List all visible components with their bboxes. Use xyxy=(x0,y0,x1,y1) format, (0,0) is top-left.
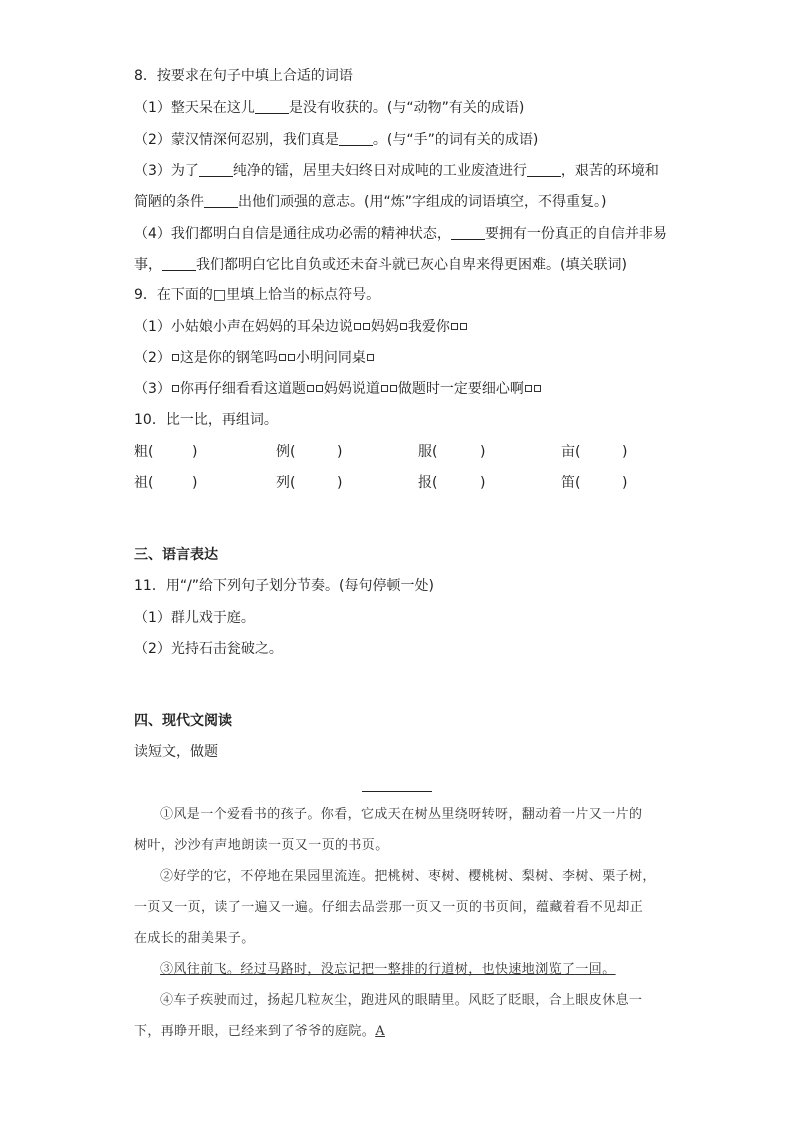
q8-item-3-text-d: 简陋的条件 xyxy=(134,194,204,210)
q8-item-4-text-d: 我们都明白它比自负或还未奋斗就已灰心自卑来得更困难。(填关联词) xyxy=(196,257,627,273)
char-cell xyxy=(418,443,437,461)
passage-title-blank[interactable] xyxy=(362,791,432,792)
punctuation-box[interactable] xyxy=(307,385,314,392)
q8-item-4 xyxy=(134,224,667,243)
char-label: 报( xyxy=(418,475,438,491)
char-cell xyxy=(561,474,580,492)
char-label: 服( xyxy=(418,444,438,460)
char-label: 粗( xyxy=(134,444,154,460)
q8-item-2-text-b: 。(与“手”的词有关的成语) xyxy=(372,132,539,148)
q9-item-1 xyxy=(134,318,468,336)
paren-close: ) xyxy=(622,444,628,460)
passage-p4-line1: ④车子疾驶而过，扬起几粒灰尘，跑进风的眼睛里。风眨了眨眼，合上眼皮休息一 xyxy=(160,993,643,1008)
punctuation-box[interactable] xyxy=(354,323,361,330)
q11-item-2: （2）光持石击瓮破之。 xyxy=(134,641,283,657)
punctuation-box[interactable] xyxy=(390,385,397,392)
punctuation-box[interactable] xyxy=(172,385,179,392)
answer-blank[interactable] xyxy=(255,98,289,114)
q8-item-4-text-b: 要拥有一份真正的自信并非易 xyxy=(484,226,667,242)
punctuation-box[interactable] xyxy=(525,385,532,392)
q9-item-3-text-c: 做题时一定要细心啊 xyxy=(397,381,524,397)
q8-item-1 xyxy=(134,98,524,117)
paren-close: ) xyxy=(480,475,486,491)
marker-a: A xyxy=(375,1024,385,1039)
q8-item-3-cont xyxy=(134,192,606,211)
q8-item-4-cont xyxy=(134,255,627,274)
q9-item-3-text-b: 妈妈说道 xyxy=(323,381,380,397)
passage-p4-line2 xyxy=(134,1023,385,1041)
punctuation-box[interactable] xyxy=(400,323,407,330)
section-4-heading: 四、现代文阅读 xyxy=(134,713,232,729)
reading-intro: 读短文，做题 xyxy=(134,744,218,760)
q8-item-2-text-a: （2）蒙汉情深何忍别，我们真是 xyxy=(134,132,339,148)
punctuation-box[interactable] xyxy=(451,323,458,330)
paren-close: ) xyxy=(337,444,343,460)
q11-item-1: （1）群儿戏于庭。 xyxy=(134,610,255,626)
q9-item-2 xyxy=(134,349,375,367)
answer-blank[interactable] xyxy=(339,130,373,146)
q8-item-3-text-a: （3）为了 xyxy=(134,163,199,179)
section-3-heading: 三、语言表达 xyxy=(134,547,218,563)
q8-item-1-text-a: （1）整天呆在这儿 xyxy=(134,100,255,116)
char-label: 列( xyxy=(276,475,296,491)
q10-title: 10．比一比，再组词。 xyxy=(134,412,278,428)
q8-item-2 xyxy=(134,130,538,149)
q9-item-2-text-b: 小明问同桌 xyxy=(295,350,366,366)
q9-item-3-num: （3） xyxy=(134,381,171,397)
q8-item-3-text-c: ，艰苦的环境和 xyxy=(560,163,659,179)
punctuation-box[interactable] xyxy=(279,354,286,361)
passage-p4-line2-text: 下，再睁开眼，已经来到了爷爷的庭院。 xyxy=(134,1024,376,1039)
punctuation-box[interactable] xyxy=(381,385,388,392)
q9-item-3 xyxy=(134,380,542,398)
char-label: 笛( xyxy=(561,475,581,491)
q9-item-1-text-a: （1）小姑娘小声在妈妈的耳朵边说 xyxy=(134,319,353,335)
q8-title: 8．按要求在句子中填上合适的词语 xyxy=(134,68,353,84)
answer-blank[interactable] xyxy=(204,192,238,208)
q9-item-1-text-c: 我爱你 xyxy=(407,319,450,335)
punctuation-box[interactable] xyxy=(288,354,295,361)
q8-item-4-text-c: 事， xyxy=(134,257,162,273)
passage-p1-line1: ①风是一个爱看书的孩子。你看，它成天在树丛里绕呀转呀，翻动着一片又一片的 xyxy=(160,807,643,822)
passage-p2-line2: 一页又一页，读了一遍又一遍。仔细去品尝那一页又一页的书页间，蕴藏着看不见却正 xyxy=(134,900,644,915)
punctuation-box[interactable] xyxy=(534,385,541,392)
char-label: 祖( xyxy=(134,475,154,491)
answer-blank[interactable] xyxy=(199,161,233,177)
passage-p2-line3: 在成长的甜美果子。 xyxy=(134,931,255,946)
char-cell xyxy=(418,474,437,492)
q8-item-3 xyxy=(134,161,659,180)
paren-close: ) xyxy=(192,475,198,491)
answer-blank[interactable] xyxy=(451,224,485,240)
q8-item-4-text-a: （4）我们都明白自信是通往成功必需的精神状态， xyxy=(134,226,451,242)
passage-p2-line1: ②好学的它，不停地在果园里流连。把桃树、枣树、樱桃树、梨树、李树、栗子树， xyxy=(160,869,656,884)
q8-item-1-text-b: 是没有收获的。(与“动物”有关的成语) xyxy=(288,100,525,116)
char-cell xyxy=(134,474,153,492)
answer-blank[interactable] xyxy=(162,255,196,271)
paren-close: ) xyxy=(480,444,486,460)
q9-title: 9．在下面的□里填上恰当的标点符号。 xyxy=(134,287,381,303)
answer-blank[interactable] xyxy=(527,161,561,177)
q8-item-3-text-e: 出他们顽强的意志。(用“炼”字组成的词语填空，不得重复。) xyxy=(238,194,607,210)
passage-p1-line2: 树叶，沙沙有声地朗读一页又一页的书页。 xyxy=(134,838,389,853)
char-label: 亩( xyxy=(561,444,581,460)
q9-item-2-num: （2） xyxy=(134,350,171,366)
paren-close: ) xyxy=(337,475,343,491)
punctuation-box[interactable] xyxy=(460,323,467,330)
q8-item-3-text-b: 纯净的镭，居里夫妇终日对成吨的工业废渣进行 xyxy=(232,163,527,179)
punctuation-box[interactable] xyxy=(363,323,370,330)
q9-item-3-text-a: 你再仔细看看这道题 xyxy=(179,381,306,397)
char-cell xyxy=(276,474,295,492)
punctuation-box[interactable] xyxy=(316,385,323,392)
paren-close: ) xyxy=(192,444,198,460)
char-cell xyxy=(561,443,580,461)
char-cell xyxy=(134,443,153,461)
paren-close: ) xyxy=(622,475,628,491)
punctuation-box[interactable] xyxy=(172,354,179,361)
q9-item-2-text-a: 这是你的钢笔吗 xyxy=(179,350,278,366)
passage-p3-underlined: ③风往前飞。经过马路时，没忘记把一整排的行道树，也快速地浏览了一回。 xyxy=(160,962,616,977)
punctuation-box[interactable] xyxy=(367,354,374,361)
char-label: 例( xyxy=(276,444,296,460)
char-cell xyxy=(276,443,295,461)
q9-item-1-text-b: 妈妈 xyxy=(370,319,399,335)
q11-title: 11．用“/”给下列句子划分节奏。(每句停顿一处) xyxy=(134,578,434,594)
